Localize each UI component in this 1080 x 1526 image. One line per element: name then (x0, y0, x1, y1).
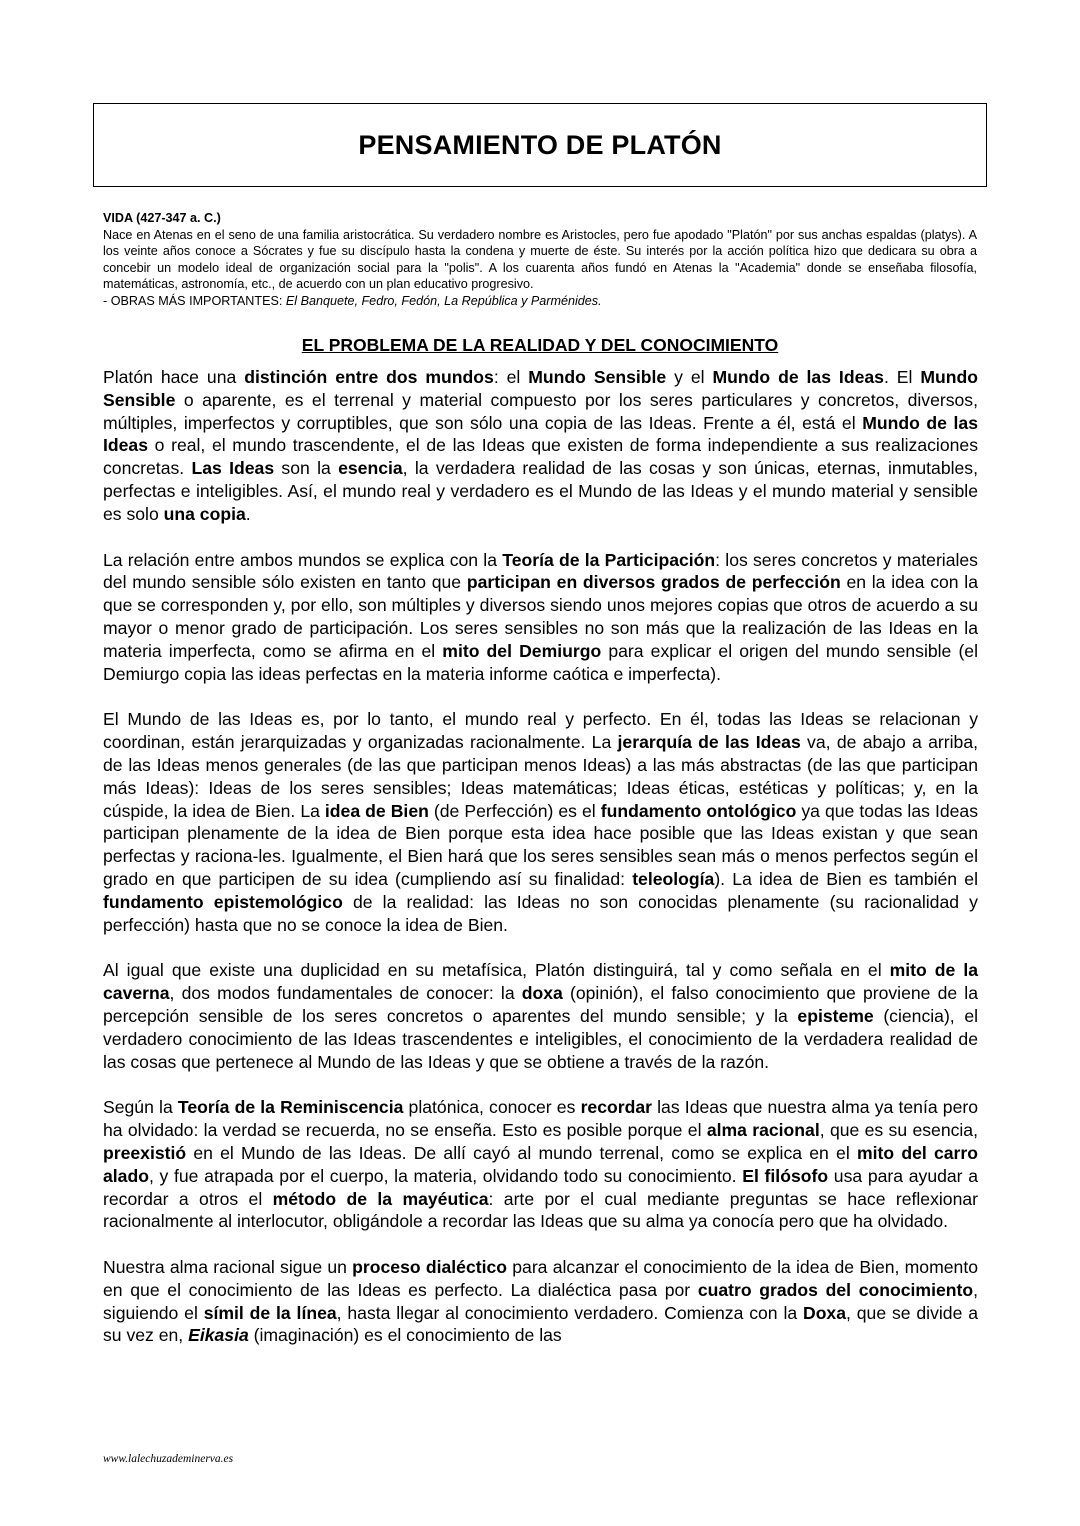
paragraph-caverna (103, 959, 978, 1073)
bold-term: Las Ideas (191, 458, 275, 479)
text-run: . El (883, 367, 921, 387)
bold-term: idea de Bien (324, 800, 429, 821)
bold-term: doxa (521, 983, 563, 1004)
text-run: o aparente, es el terrenal y material compuesto por los seres particulares y concretos, diversos, múltiples, imperfectos y corruptibles, que son sólo una copia de las Ideas. Frente a él, está el (103, 389, 978, 433)
text-run: ya que todas las Ideas participan plenamente de la idea de Bien porque esta idea hace posible que las Ideas existan y que sean perfectas y raciona-les. Igualmente, el Bien hará que los seres sensibles sean más o menos perfectos según el grado en que participen de su idea (cumpliendo así su finalidad: (103, 800, 978, 889)
text-run: Según la (103, 1097, 178, 1118)
text-run: La relación entre ambos mundos se explica con la (103, 549, 503, 570)
bold-term: Doxa (802, 1302, 847, 1323)
text-run: (imaginación) es el conocimiento de las (248, 1325, 562, 1346)
bold-term: Teoría de la Participación (502, 549, 716, 570)
text-run: va, de abajo a arriba, de las Ideas menos generales (de las que participan menos Ideas) a las más abstractas (de las que participan más Ideas): Ideas de los seres sensibles; Ideas matemáticas; Ideas éticas, estéticas y políticas; y, en la cúspide, la idea de Bien. La (103, 732, 978, 821)
obras-list: El Banquete, Fedro, Fedón, La República y Parménides. (285, 293, 602, 308)
text-run: Al igual que existe una duplicidad en su metafísica, Platón distinguirá, tal y como señala en el (103, 960, 890, 981)
title-box (93, 103, 987, 187)
text-run: : los seres concretos y materiales del mundo sensible sólo existen en tanto que (103, 549, 978, 593)
text-run: en el Mundo de las Ideas. De allí cayó al mundo terrenal, como se explica en el (186, 1142, 857, 1163)
text-run: . (245, 503, 251, 524)
document-body (103, 366, 978, 1370)
bold-term: mito del Demiurgo (442, 640, 602, 661)
bold-term: Mundo Sensible (528, 367, 667, 387)
footer-url[interactable]: www.lalechuzademinerva.es (103, 1453, 234, 1465)
text-run: o real, el mundo trascendente, el de las Ideas que existen de forma independiente a sus realizaciones concretas. (103, 435, 978, 479)
bold-term: símil de la línea (203, 1302, 337, 1323)
bold-term: fundamento epistemológico (103, 891, 343, 912)
bold-term: distinción entre dos mundos (244, 367, 494, 387)
obras-label: - OBRAS MÁS IMPORTANTES: (103, 293, 283, 308)
text-run: (ciencia), el verdadero conocimiento de las Ideas trascendentes e inteligibles, el conocimiento de la verdadera realidad de las cosas que pertenece al Mundo de las Ideas y que se obtiene a través de la razón. (103, 1005, 979, 1072)
bold-term: alma racional (706, 1120, 820, 1141)
text-run: usa para ayudar a recordar a otros el (103, 1165, 979, 1209)
text-run: en la idea con la que se corresponden y, por ello, son múltiples y diversos siendo unos mejores copias que otros de acuerdo a su mayor o menor grado de participación. Los seres sensibles no son más que la realización de las Ideas en la materia imperfecta, como se afirma en el (103, 572, 978, 661)
paragraph-mundo-ideas (103, 708, 978, 936)
bold-term: El filósofo (742, 1165, 829, 1186)
text-run: , que se divide a su vez en, (103, 1302, 978, 1346)
bold-term: preexistió (103, 1142, 187, 1163)
bold-term: mito del carro alado (103, 1142, 978, 1186)
bold-term: jerarquía de las Ideas (617, 732, 801, 753)
text-run: , la verdadera realidad de las cosas y son únicas, eternas, inmutables, perfectas e inteligibles. Así, el mundo real y verdadero es el Mundo de las Ideas y el mundo material y sensible es solo (103, 458, 978, 524)
text-run: las Ideas que nuestra alma ya tenía pero ha olvidado: la verdad se recuerda, no se enseña. Esto es posible porque el (103, 1097, 979, 1141)
bold-term: recordar (580, 1097, 652, 1118)
paragraph-dialectica (103, 1256, 978, 1347)
vida-text (103, 227, 977, 310)
bold-term: una copia (163, 503, 246, 524)
text-run: (de Perfección) es el (428, 800, 601, 821)
bold-term: método de la mayéutica (272, 1188, 489, 1209)
text-run: y el (666, 367, 713, 387)
text-run: : arte por el cual mediante preguntas se hace reflexionar racionalmente al interlocutor, obligándole a recordar las Ideas que su alma ya conocía pero que ha olvidado. (103, 1188, 978, 1232)
page-title: PENSAMIENTO DE PLATÓN (358, 129, 722, 160)
bold-term: mito de la caverna (103, 960, 978, 1004)
bold-term: Mundo Sensible (103, 367, 978, 410)
bold-term (188, 1325, 249, 1345)
vida-heading: VIDA (427-347 a. C.) (103, 211, 221, 225)
text-run: para alcanzar el conocimiento de la idea de Bien, momento en que el conocimiento de las Ideas es perfecto. La dialéctica pasa por (103, 1257, 978, 1300)
text-run: : el (493, 367, 529, 387)
bold-term: cuatro grados del conocimiento (697, 1279, 974, 1300)
paragraph-reminiscencia (103, 1096, 978, 1233)
vida-body: Nace en Atenas en el seno de una familia aristocrática. Su verdadero nombre es Aristocles, pero fue apodado "Platón" por sus anchas espaldas (platys). A los veinte años conoce a Sócrates y fue su discípulo hasta la condena y muerte de éste. Su interés por la acción política hizo que dedicara su obra a concebir un modelo ideal de organización social para la "polis". A los cuarenta años fundó en Atenas la "Academia" donde se enseñaba filosofía, matemáticas, astronomía, etc., de acuerdo con un plan educativo progresivo. (103, 227, 977, 292)
paragraph-participacion (103, 549, 978, 686)
bold-term: Teoría de la Reminiscencia (177, 1097, 404, 1118)
text-run: El Mundo de las Ideas es, por lo tanto, el mundo real y perfecto. En él, todas las Ideas se relacionan y coordinan, están jerarquizadas y organizadas racionalmente. La (103, 709, 978, 753)
text-run: , siguiendo el (103, 1279, 978, 1323)
bold-term: participan en diversos grados de perfección (466, 572, 841, 593)
text-run: platónica, conocer es (403, 1097, 581, 1118)
text-run: son la (274, 458, 339, 479)
section-title: EL PROBLEMA DE LA REALIDAD Y DEL CONOCIMIENTO (301, 335, 779, 355)
text-run: , dos modos fundamentales de conocer: la (169, 983, 522, 1004)
bold-term: teleología (632, 868, 715, 889)
emphasis-term: Eikasia (188, 1325, 249, 1346)
paragraph-dos-mundos (103, 366, 978, 526)
text-run: para explicar el origen del mundo sensible (el Demiurgo copia las ideas perfectas en la materia informe caótica e imperfecta). (103, 640, 979, 684)
bold-term: esencia (338, 458, 403, 479)
text-run: , y fue atrapada por el cuerpo, la materia, olvidando todo su conocimiento. (148, 1165, 743, 1186)
text-run: Platón hace una (103, 367, 245, 387)
bold-term: fundamento ontológico (600, 800, 797, 821)
vida-section (103, 210, 977, 310)
text-run: , que es su esencia, (819, 1120, 978, 1141)
bold-term: episteme (797, 1005, 874, 1026)
text-run: de la realidad: las Ideas no son conocidas plenamente (su racionalidad y perfección) hasta que no se conoce la idea de Bien. (103, 891, 978, 935)
bold-term: Mundo de las Ideas (712, 367, 884, 387)
text-run: , hasta llegar al conocimiento verdadero. Comienza con la (336, 1302, 803, 1323)
text-run: (opinión), el falso conocimiento que proviene de la percepción sensible de los seres concretos o aparentes del mundo sensible; y la (103, 983, 978, 1026)
bold-term: proceso dialéctico (352, 1257, 508, 1278)
text-run: ). La idea de Bien es también el (714, 868, 978, 889)
bold-term: Mundo de las Ideas (103, 412, 978, 456)
text-run: Nuestra alma racional sigue un (103, 1257, 353, 1278)
